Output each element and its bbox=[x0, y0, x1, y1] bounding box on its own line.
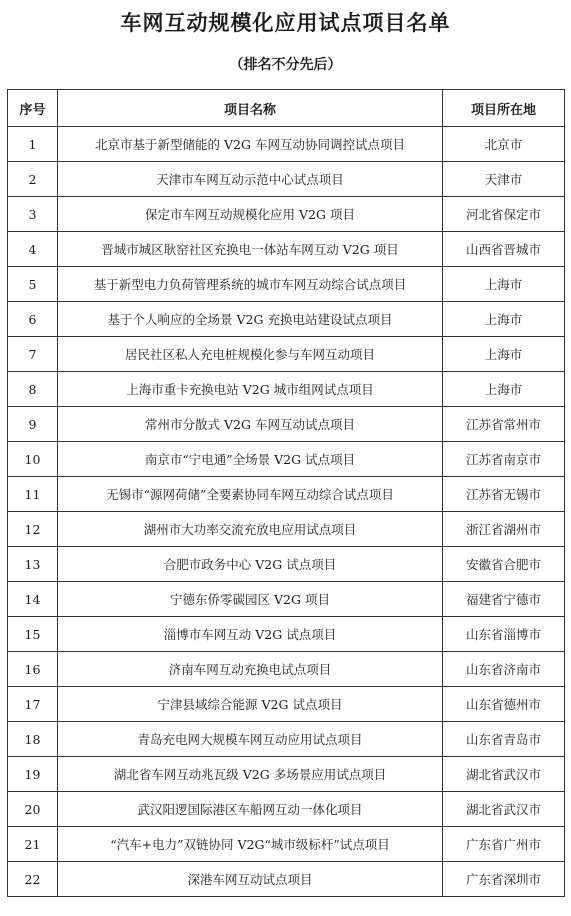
table-row bbox=[8, 617, 565, 652]
row-index: 3 bbox=[8, 197, 58, 232]
row-index: 6 bbox=[8, 302, 58, 337]
row-index: 11 bbox=[8, 477, 58, 512]
row-project-name: 基于个人响应的全场景 V2G 充换电站建设试点项目 bbox=[58, 302, 443, 337]
table-row bbox=[8, 547, 565, 582]
row-location: 安徽省合肥市 bbox=[443, 547, 565, 582]
row-project-name: 湖北省车网互动兆瓦级 V2G 多场景应用试点项目 bbox=[58, 757, 443, 792]
table-row bbox=[8, 267, 565, 302]
row-index: 7 bbox=[8, 337, 58, 372]
row-project-name: 合肥市政务中心 V2G 试点项目 bbox=[58, 547, 443, 582]
row-location: 江苏省常州市 bbox=[443, 407, 565, 442]
row-project-name: 武汉阳逻国际港区车船网互动一体化项目 bbox=[58, 792, 443, 827]
row-index: 19 bbox=[8, 757, 58, 792]
row-project-name: 青岛充电网大规模车网互动应用试点项目 bbox=[58, 722, 443, 757]
row-project-name: 基于新型电力负荷管理系统的城市车网互动综合试点项目 bbox=[58, 267, 443, 302]
row-index: 1 bbox=[8, 127, 58, 162]
row-project-name: 淄博市车网互动 V2G 试点项目 bbox=[58, 617, 443, 652]
row-location: 上海市 bbox=[443, 372, 565, 407]
row-project-name: 无锡市“源网荷储”全要素协同车网互动综合试点项目 bbox=[58, 477, 443, 512]
row-location: 江苏省无锡市 bbox=[443, 477, 565, 512]
project-table bbox=[7, 89, 565, 897]
table-row bbox=[8, 827, 565, 862]
table-row bbox=[8, 372, 565, 407]
row-location: 上海市 bbox=[443, 267, 565, 302]
table-row bbox=[8, 652, 565, 687]
row-location: 山东省德州市 bbox=[443, 687, 565, 722]
row-location: 湖北省武汉市 bbox=[443, 792, 565, 827]
row-location: 广东省广州市 bbox=[443, 827, 565, 862]
table-header-row bbox=[8, 90, 565, 127]
header-project-name: 项目名称 bbox=[58, 90, 443, 127]
row-location: 山东省青岛市 bbox=[443, 722, 565, 757]
row-project-name: 济南车网互动充换电试点项目 bbox=[58, 652, 443, 687]
row-index: 18 bbox=[8, 722, 58, 757]
row-location: 广东省深圳市 bbox=[443, 862, 565, 897]
row-location: 北京市 bbox=[443, 127, 565, 162]
row-location: 湖北省武汉市 bbox=[443, 757, 565, 792]
row-project-name: 常州市分散式 V2G 车网互动试点项目 bbox=[58, 407, 443, 442]
row-index: 12 bbox=[8, 512, 58, 547]
table-row bbox=[8, 162, 565, 197]
table-row bbox=[8, 302, 565, 337]
row-index: 2 bbox=[8, 162, 58, 197]
page-subtitle: （排名不分先后） bbox=[229, 57, 342, 73]
row-location: 浙江省湖州市 bbox=[443, 512, 565, 547]
row-location: 上海市 bbox=[443, 337, 565, 372]
row-project-name: 天津市车网互动示范中心试点项目 bbox=[58, 162, 443, 197]
row-project-name: 宁津县域综合能源 V2G 试点项目 bbox=[58, 687, 443, 722]
table-row bbox=[8, 687, 565, 722]
table-row bbox=[8, 792, 565, 827]
row-location: 山东省淄博市 bbox=[443, 617, 565, 652]
row-index: 10 bbox=[8, 442, 58, 477]
row-project-name: 晋城市城区耿窑社区充换电一体站车网互动 V2G 项目 bbox=[58, 232, 443, 267]
table-row bbox=[8, 232, 565, 267]
row-location: 福建省宁德市 bbox=[443, 582, 565, 617]
row-index: 16 bbox=[8, 652, 58, 687]
row-project-name: 深港车网互动试点项目 bbox=[58, 862, 443, 897]
row-location: 天津市 bbox=[443, 162, 565, 197]
table-row bbox=[8, 442, 565, 477]
row-project-name: 居民社区私人充电桩规模化参与车网互动项目 bbox=[58, 337, 443, 372]
row-index: 9 bbox=[8, 407, 58, 442]
table-row bbox=[8, 477, 565, 512]
row-project-name: “汽车+电力”双链协同 V2G“城市级标杆”试点项目 bbox=[58, 827, 443, 862]
row-index: 15 bbox=[8, 617, 58, 652]
table-row bbox=[8, 197, 565, 232]
row-project-name: 上海市重卡充换电站 V2G 城市组网试点项目 bbox=[58, 372, 443, 407]
header-index: 序号 bbox=[8, 90, 58, 127]
row-index: 22 bbox=[8, 862, 58, 897]
row-index: 5 bbox=[8, 267, 58, 302]
table-row bbox=[8, 582, 565, 617]
row-location: 山东省济南市 bbox=[443, 652, 565, 687]
row-index: 14 bbox=[8, 582, 58, 617]
row-location: 江苏省南京市 bbox=[443, 442, 565, 477]
table-row bbox=[8, 512, 565, 547]
row-index: 20 bbox=[8, 792, 58, 827]
row-location: 山西省晋城市 bbox=[443, 232, 565, 267]
row-project-name: 北京市基于新型储能的 V2G 车网互动协同调控试点项目 bbox=[58, 127, 443, 162]
row-index: 17 bbox=[8, 687, 58, 722]
row-project-name: 保定市车网互动规模化应用 V2G 项目 bbox=[58, 197, 443, 232]
row-location: 上海市 bbox=[443, 302, 565, 337]
table-row bbox=[8, 337, 565, 372]
row-location: 河北省保定市 bbox=[443, 197, 565, 232]
table-row bbox=[8, 722, 565, 757]
row-index: 13 bbox=[8, 547, 58, 582]
table-row bbox=[8, 757, 565, 792]
row-index: 8 bbox=[8, 372, 58, 407]
row-project-name: 南京市“宁电通”全场景 V2G 试点项目 bbox=[58, 442, 443, 477]
page-title: 车网互动规模化应用试点项目名单 bbox=[120, 11, 451, 35]
row-project-name: 湖州市大功率交流充放电应用试点项目 bbox=[58, 512, 443, 547]
header-location: 项目所在地 bbox=[443, 90, 565, 127]
row-project-name: 宁德东侨零碳园区 V2G 项目 bbox=[58, 582, 443, 617]
table-row bbox=[8, 407, 565, 442]
table-row bbox=[8, 127, 565, 162]
table-row bbox=[8, 862, 565, 897]
row-index: 4 bbox=[8, 232, 58, 267]
row-index: 21 bbox=[8, 827, 58, 862]
